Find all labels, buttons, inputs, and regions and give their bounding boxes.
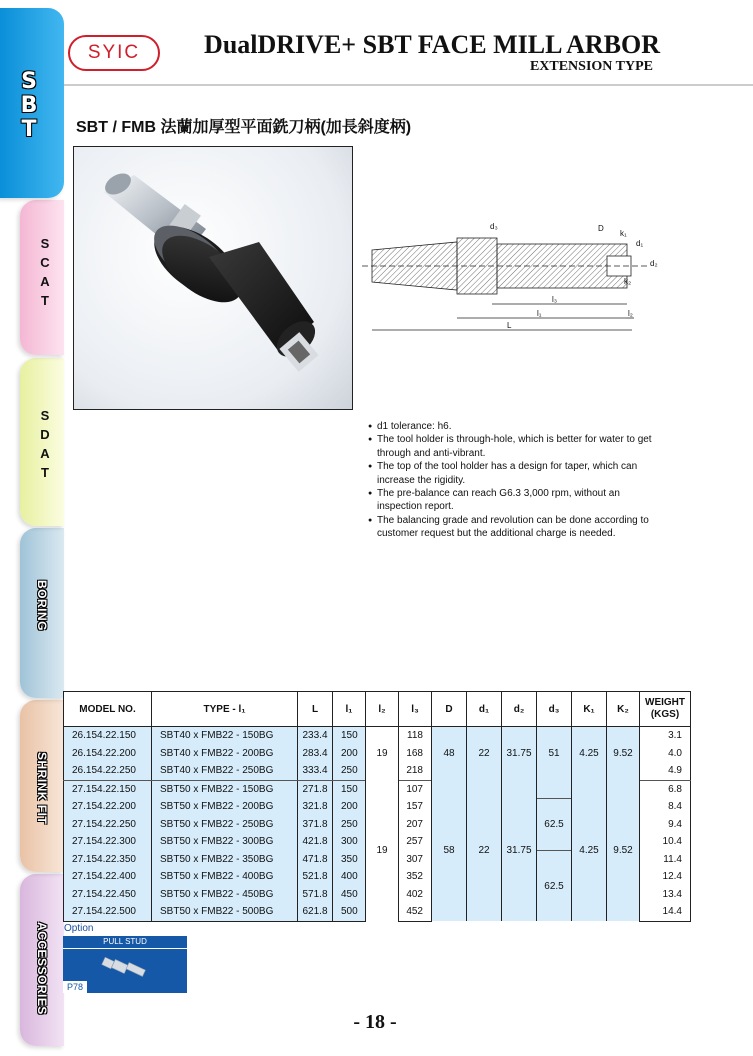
dim-k2: k₂ bbox=[624, 277, 632, 286]
tab-shrink-fit-label: SHRINK FIT bbox=[35, 752, 49, 825]
section-heading: SBT / FMB 法蘭加厚型平面銑刀柄(加長斜度柄) bbox=[76, 119, 412, 136]
col-D: D bbox=[432, 692, 467, 727]
option-title: PULL STUD bbox=[63, 936, 187, 949]
col-type: TYPE - l₁ bbox=[152, 692, 298, 727]
col-d3: d₃ bbox=[537, 692, 572, 727]
table-row: 26.154.22.200 SBT40 x FMB22 - 200BG 283.4 200 168 4.0 bbox=[64, 745, 691, 763]
table-row: 26.154.22.250 SBT40 x FMB22 - 250BG 333.4 250 218 4.9 bbox=[64, 762, 691, 780]
dim-l1: l₁ bbox=[537, 309, 542, 318]
note-item: ● The tool holder is through-hole, which is better for water to get through and anti-vibrant. bbox=[368, 433, 658, 460]
col-l1: l₁ bbox=[333, 692, 366, 727]
table-row: 27.154.22.300 SBT50 x FMB22 - 300BG 421.8 300 257 10.4 bbox=[64, 833, 691, 851]
technical-drawing bbox=[362, 220, 662, 340]
note-item: ● The pre-balance can reach G6.3 3,000 rpm, without an inspection report. bbox=[368, 487, 658, 514]
tab-boring-label: BORING bbox=[35, 580, 49, 631]
col-model: MODEL NO. bbox=[64, 692, 152, 727]
tab-boring[interactable] bbox=[20, 528, 64, 698]
pull-stud-icon bbox=[101, 953, 151, 979]
page-subtitle: EXTENSION TYPE bbox=[529, 59, 653, 74]
table-row: 27.154.22.400 SBT50 x FMB22 - 400BG 521.8 400 352 12.4 bbox=[64, 868, 691, 886]
table-row: 27.154.22.450 SBT50 x FMB22 - 450BG 571.8 450 402 13.4 bbox=[64, 886, 691, 904]
col-k2: K₂ bbox=[607, 692, 640, 727]
dim-L: L bbox=[507, 321, 512, 330]
note-item: ● d1 tolerance: h6. bbox=[368, 420, 658, 433]
tab-sdat-label: S D A T bbox=[40, 408, 50, 480]
tab-scat-label: S C A T bbox=[40, 236, 50, 308]
dim-l3: l₃ bbox=[552, 295, 558, 304]
table-row: 27.154.22.350 SBT50 x FMB22 - 350BG 471.8 350 307 62.5 11.4 bbox=[64, 851, 691, 869]
tab-sdat[interactable] bbox=[20, 358, 64, 526]
col-l2: l₂ bbox=[366, 692, 399, 727]
dim-d1: d₁ bbox=[636, 239, 644, 248]
table-header-row bbox=[64, 692, 691, 727]
note-item: ● The balancing grade and revolution can be done according to customer request but the additional charge is needed. bbox=[368, 514, 658, 541]
table-row: 27.154.22.150 SBT50 x FMB22 - 150BG 271.8 150 19 107 58 22 31.75 4.25 9.52 6.8 bbox=[64, 780, 691, 798]
table-row: 26.154.22.150 SBT40 x FMB22 - 150BG 233.4 150 19 118 48 22 31.75 51 4.25 9.52 3.1 bbox=[64, 727, 691, 745]
dim-k1: k₁ bbox=[620, 229, 627, 238]
option-page-ref[interactable]: P78 bbox=[63, 981, 87, 993]
tab-accessories-label: ACCESSORIES bbox=[35, 922, 49, 1015]
col-weight: WEIGHT (KGS) bbox=[640, 692, 691, 727]
col-d1: d₁ bbox=[467, 692, 502, 727]
option-label: Option bbox=[64, 923, 94, 934]
col-d2: d₂ bbox=[502, 692, 537, 727]
tab-sbt-label: S B T bbox=[20, 69, 38, 142]
col-k1: K₁ bbox=[572, 692, 607, 727]
dim-D: D bbox=[598, 224, 604, 233]
dim-d3: d₃ bbox=[490, 222, 498, 231]
feature-notes bbox=[368, 420, 658, 541]
col-l3: l₃ bbox=[399, 692, 432, 727]
tool-holder-image bbox=[74, 147, 352, 409]
dim-d2: d₂ bbox=[650, 259, 658, 268]
tab-sbt[interactable] bbox=[0, 8, 64, 198]
product-photo bbox=[73, 146, 353, 410]
tab-accessories[interactable] bbox=[20, 874, 64, 1046]
header-divider bbox=[64, 84, 753, 86]
tab-shrink-fit[interactable] bbox=[20, 700, 64, 872]
page-number: - 18 - bbox=[353, 1011, 397, 1033]
pull-stud-option[interactable] bbox=[63, 936, 187, 993]
table-row: 27.154.22.200 SBT50 x FMB22 - 200BG 321.8 200 157 62.5 8.4 bbox=[64, 798, 691, 816]
table-row: 27.154.22.500 SBT50 x FMB22 - 500BG 621.8 500 452 14.4 bbox=[64, 903, 691, 921]
col-L: L bbox=[298, 692, 333, 727]
note-item: ● The top of the tool holder has a design for taper, which can increase the rigidity. bbox=[368, 460, 658, 487]
spec-table bbox=[63, 691, 691, 922]
page-title: DualDRIVE+ SBT FACE MILL ARBOR bbox=[204, 30, 660, 59]
table-row: 27.154.22.250 SBT50 x FMB22 - 250BG 371.8 250 207 9.4 bbox=[64, 816, 691, 834]
tab-scat[interactable] bbox=[20, 200, 64, 355]
dim-l2: l₂ bbox=[628, 309, 633, 318]
syic-logo bbox=[68, 35, 160, 71]
logo-text: SYIC bbox=[87, 42, 141, 63]
